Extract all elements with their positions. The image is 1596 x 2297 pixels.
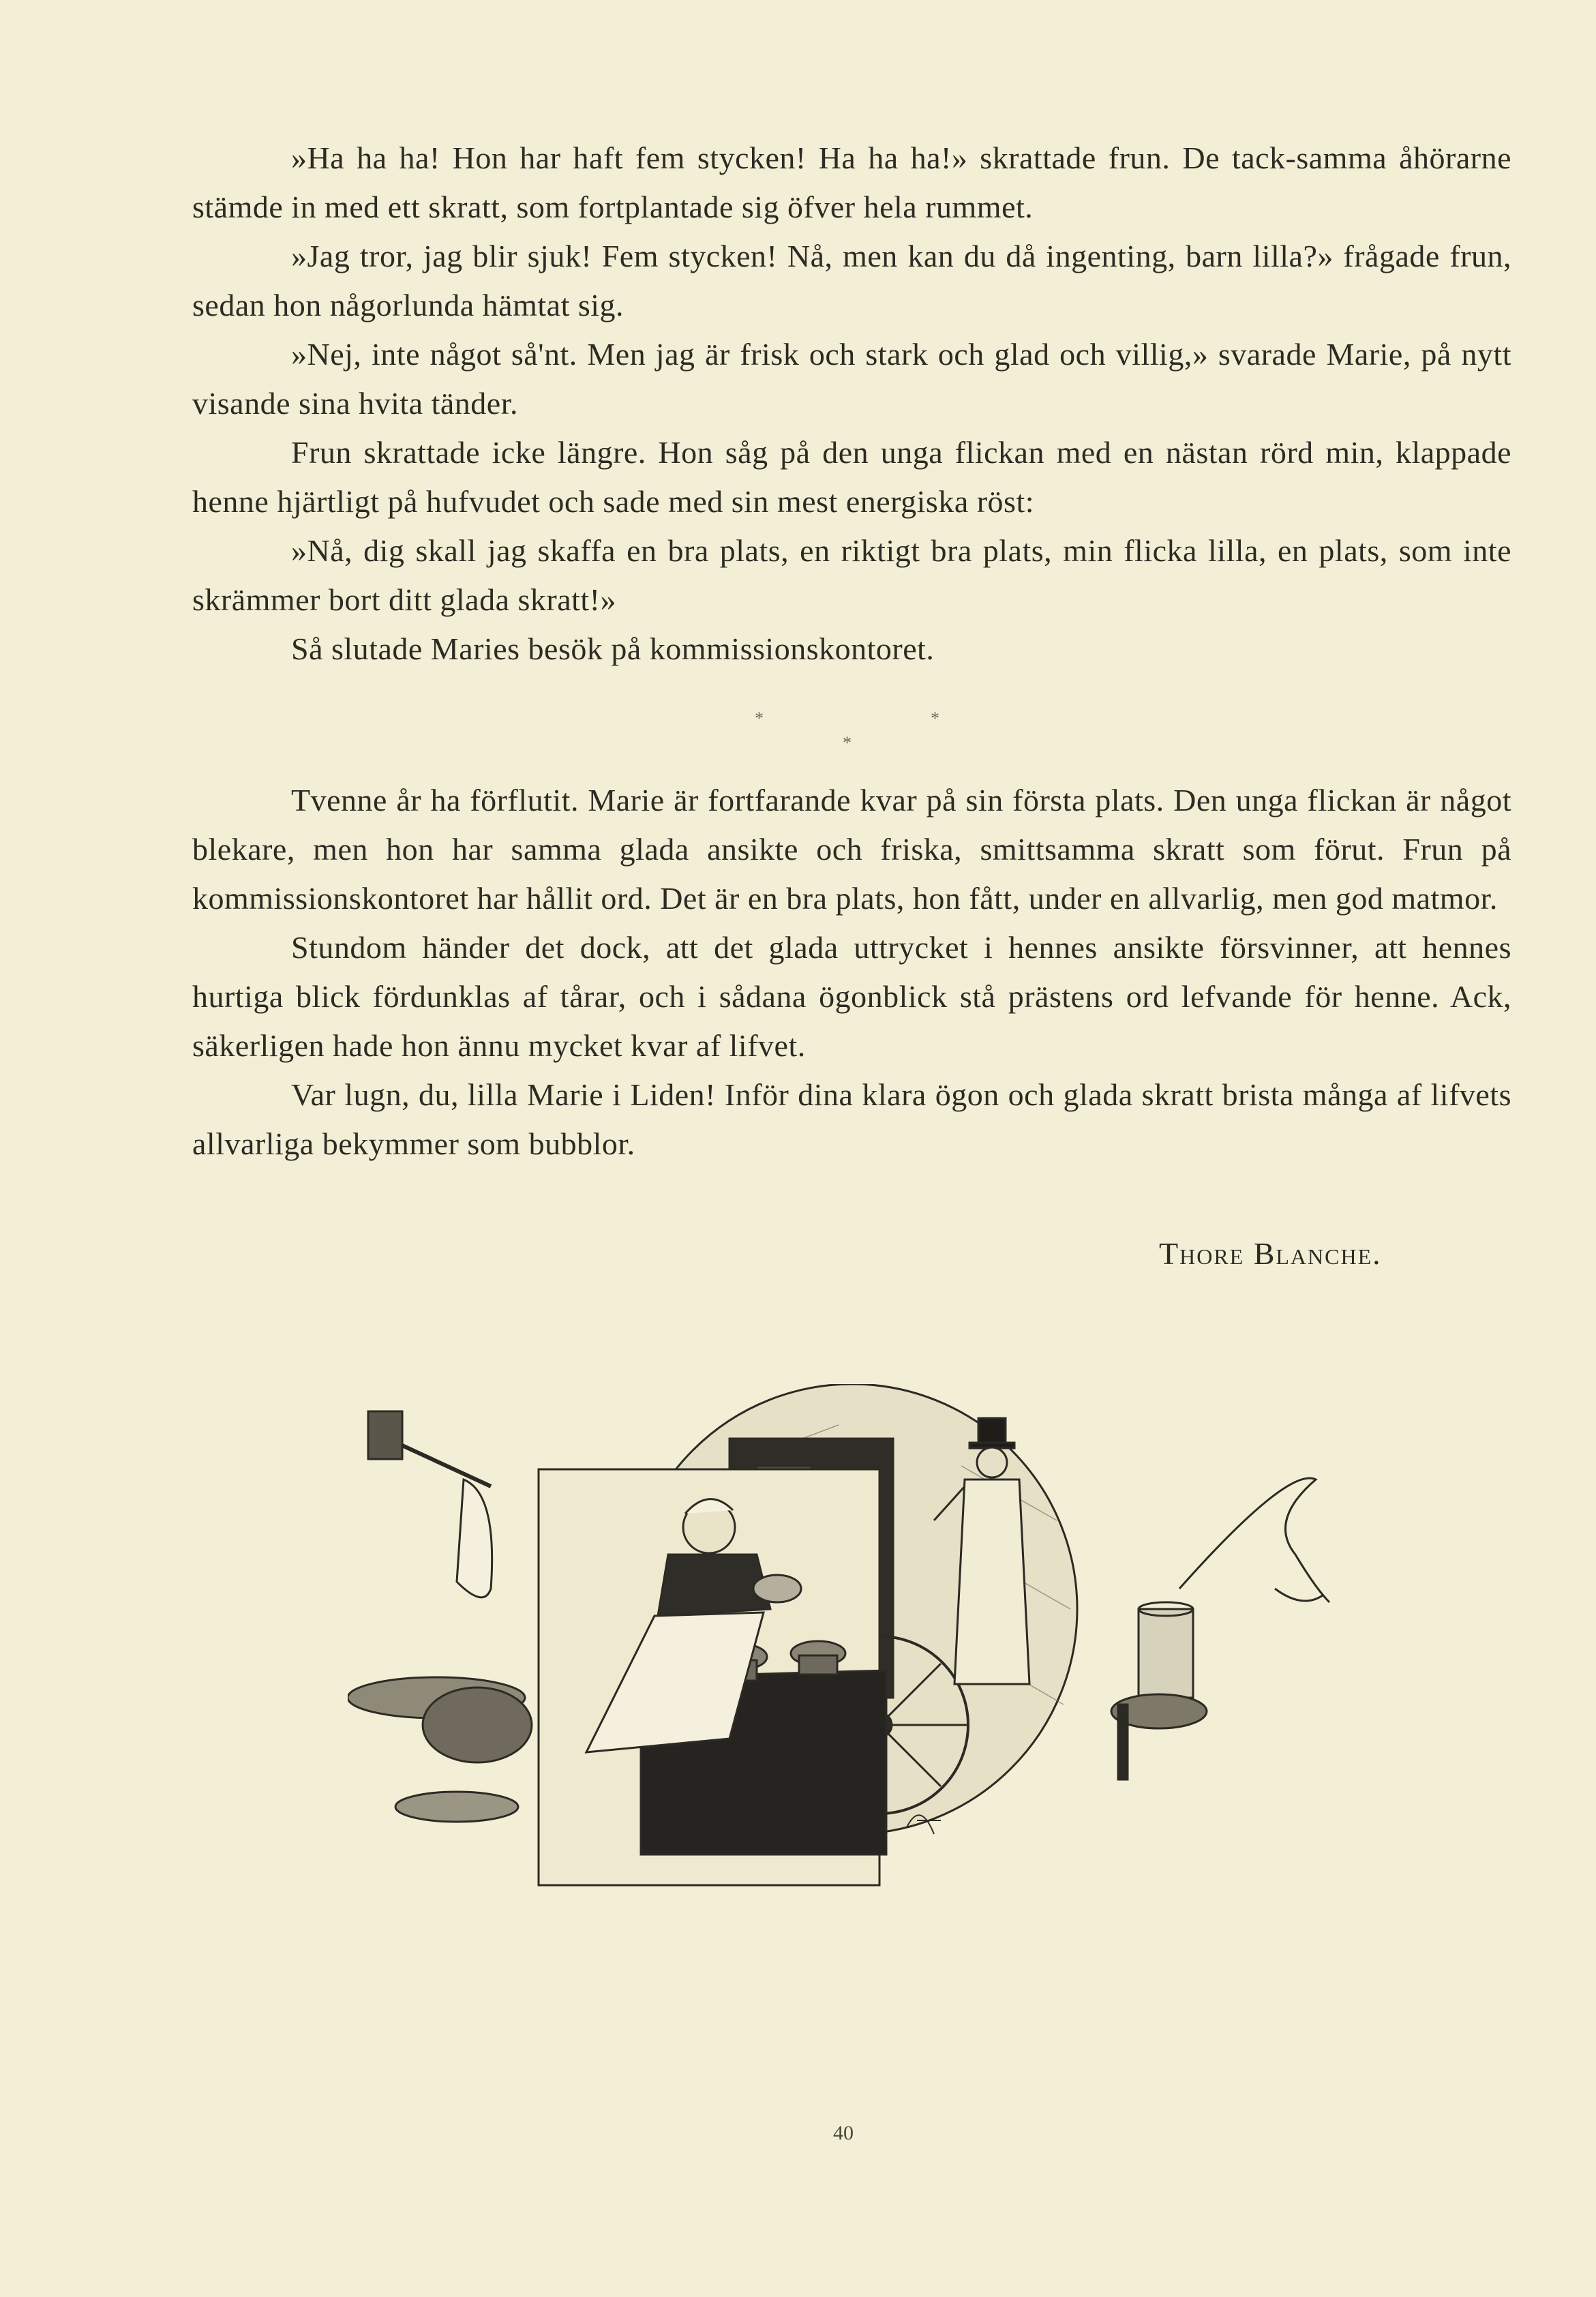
paragraph: Så slutade Maries besök på kommissionskontoret. — [291, 631, 935, 666]
page-number: 40 — [833, 2122, 854, 2144]
separator-star: * — [843, 733, 852, 753]
section-separator — [192, 674, 1511, 776]
paragraph: »Nå, dig skall jag skaffa en bra plats, en riktigt bra plats, min flicka lilla, en plats, som inte skrämmer bort ditt glada skratt!» — [192, 533, 1511, 617]
paragraph: Var lugn, du, lilla Marie i Liden! Inför dina klara ögon och glada skratt brista många af lifvets allvarliga bekymmer som bubblor. — [192, 1077, 1511, 1161]
paragraph: Stundom händer det dock, att det glada uttrycket i hennes ansikte försvinner, att hennes hurtiga blick fördunklas af tårar, och i sådana ögonblick stå prästens ord lefvande för henne. Ack, säkerligen hade hon ännu mycket kvar af lifvet. — [192, 930, 1511, 1063]
paragraph: »Ha ha ha! Hon har haft fem stycken! Ha ha ha!» skrattade frun. De tack-samma åhörarne stämde in med ett skratt, som fortplantade sig öfver hela rummet. — [192, 140, 1511, 224]
separator-star: * — [755, 708, 764, 728]
bucket-and-whip — [1111, 1478, 1329, 1780]
paragraph: Tvenne år ha förflutit. Marie är fortfarande kvar på sin första plats. Den unga flickan är något blekare, men hon har samma glada ansikte och friska, smittsamma skratt som förut. Frun på kommissionskontoret har hållit ord. Det är en bra plats, hon fått, under en allvarlig, men god matmor. — [192, 783, 1511, 916]
paragraph: Frun skrattade icke längre. Hon såg på den unga flickan med en nästan rörd min, klappade henne hjärtligt på hufvudet och sade med sin mest energiska röst: — [192, 435, 1511, 519]
kitchen-carriage-illustration — [348, 1384, 1343, 1902]
body-text — [192, 134, 1511, 1169]
author-signature: Thore Blanche. — [1159, 1236, 1382, 1271]
separator-star: * — [931, 708, 940, 728]
paragraph: »Jag tror, jag blir sjuk! Fem stycken! Nå, men kan du då ingenting, barn lilla?» frågade frun, sedan hon någorlunda hämtat sig. — [192, 239, 1511, 322]
cleaning-tools — [348, 1411, 532, 1822]
paragraph: »Nej, inte något så'nt. Men jag är frisk och stark och glad och villig,» svarade Marie, på nytt visande sina hvita tänder. — [192, 337, 1511, 421]
